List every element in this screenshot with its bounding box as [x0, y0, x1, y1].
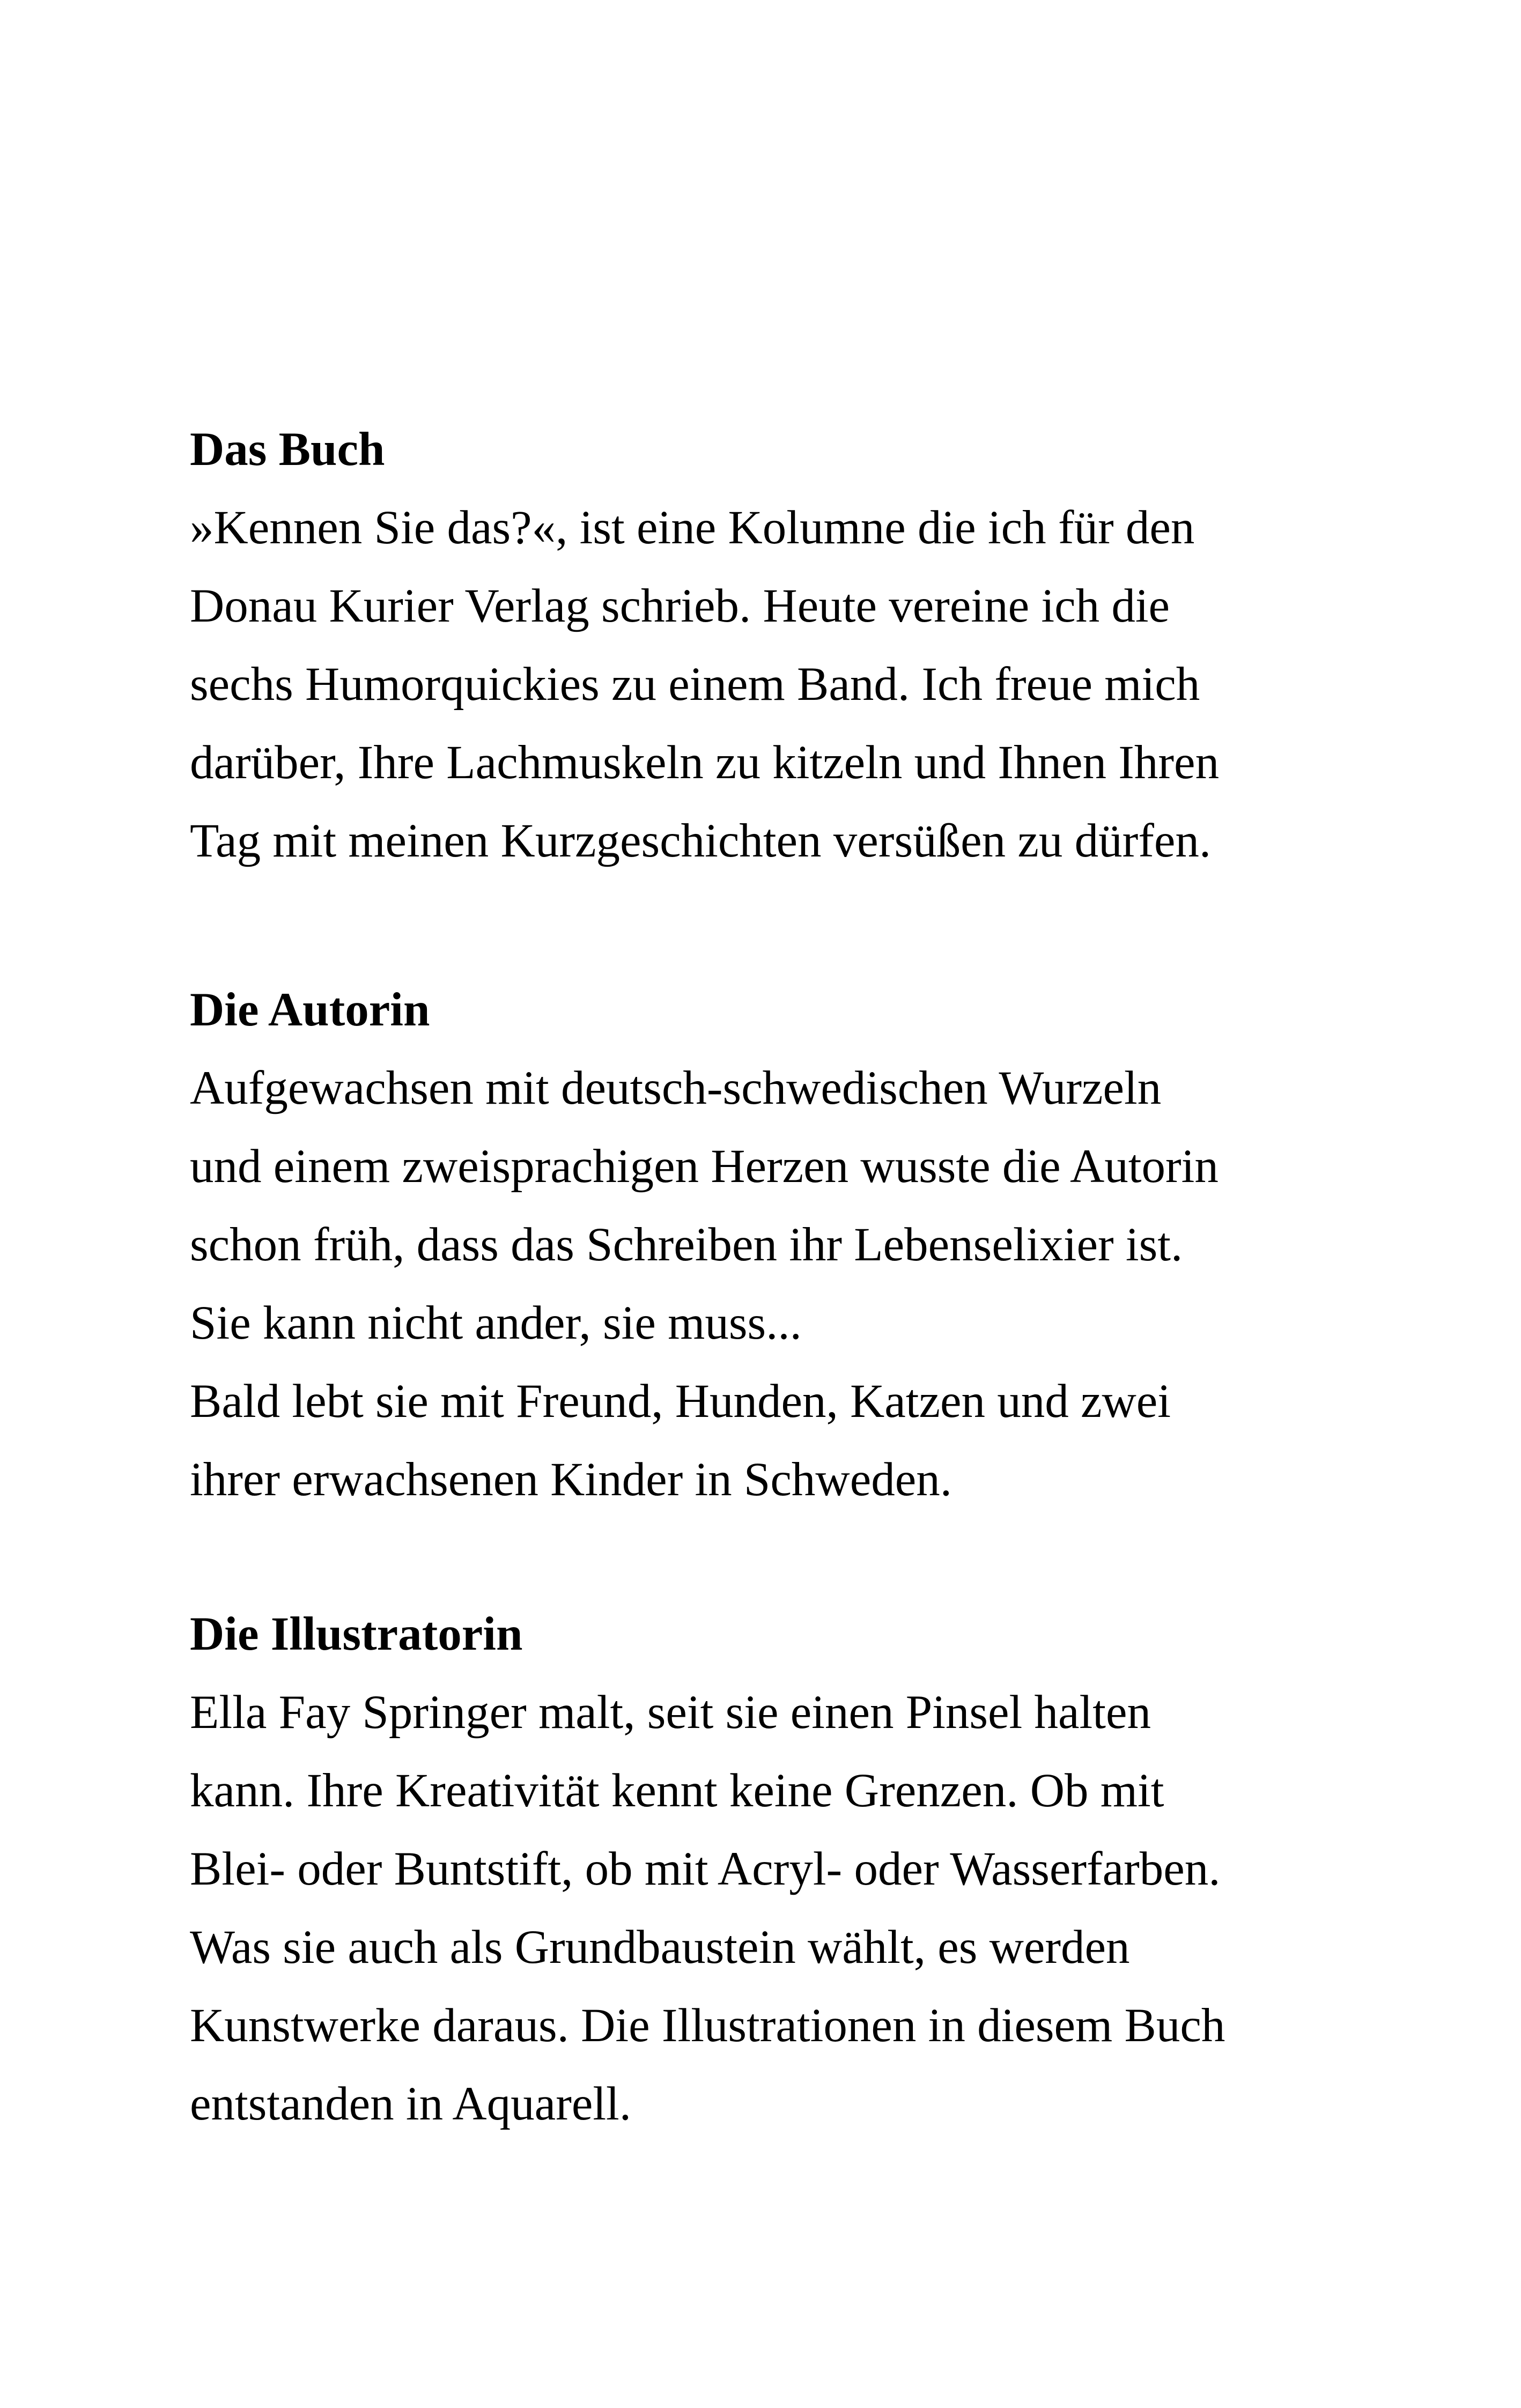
- paragraph-line: Tag mit meinen Kurzgeschichten versüßen zu dürfen.: [190, 815, 1212, 867]
- paragraph-line: Sie kann nicht ander, sie muss...: [190, 1297, 802, 1349]
- paragraph-line: sechs Humorquickies zu einem Band. Ich freue mich: [190, 658, 1200, 711]
- section-heading: Das Buch: [190, 423, 385, 476]
- section-die-autorin: [190, 971, 1370, 1519]
- section-heading: Die Autorin: [190, 984, 430, 1036]
- paragraph-line: Was sie auch als Grundbaustein wählt, es werden: [190, 1921, 1130, 1974]
- paragraph-line: Donau Kurier Verlag schrieb. Heute vereine ich die: [190, 580, 1170, 632]
- paragraph-line: Aufgewachsen mit deutsch-schwedischen Wurzeln: [190, 1062, 1162, 1114]
- section-die-illustratorin: [190, 1595, 1370, 2143]
- paragraph-line: Kunstwerke daraus. Die Illustrationen in diesem Buch: [190, 1999, 1225, 2052]
- paragraph-line: ihrer erwachsenen Kinder in Schweden.: [190, 1453, 952, 1506]
- paragraph-line: darüber, Ihre Lachmuskeln zu kitzeln und Ihnen Ihren: [190, 736, 1220, 789]
- paragraph-line: »Kennen Sie das?«, ist eine Kolumne die ich für den: [190, 501, 1195, 554]
- paragraph-line: entstanden in Aquarell.: [190, 2078, 632, 2130]
- paragraph-line: kann. Ihre Kreativität kennt keine Grenzen. Ob mit: [190, 1764, 1164, 1817]
- paragraph-line: Ella Fay Springer malt, seit sie einen Pinsel halten: [190, 1686, 1151, 1739]
- paragraph-line: schon früh, dass das Schreiben ihr Lebenselixier ist.: [190, 1218, 1183, 1271]
- section-heading: Die Illustratorin: [190, 1608, 523, 1660]
- paragraph-line: und einem zweisprachigen Herzen wusste die Autorin: [190, 1140, 1219, 1193]
- section-das-buch: [190, 410, 1370, 880]
- paragraph-line: Blei- oder Buntstift, ob mit Acryl- oder Wasserfarben.: [190, 1843, 1221, 1895]
- paragraph-line: Bald lebt sie mit Freund, Hunden, Katzen und zwei: [190, 1375, 1171, 1428]
